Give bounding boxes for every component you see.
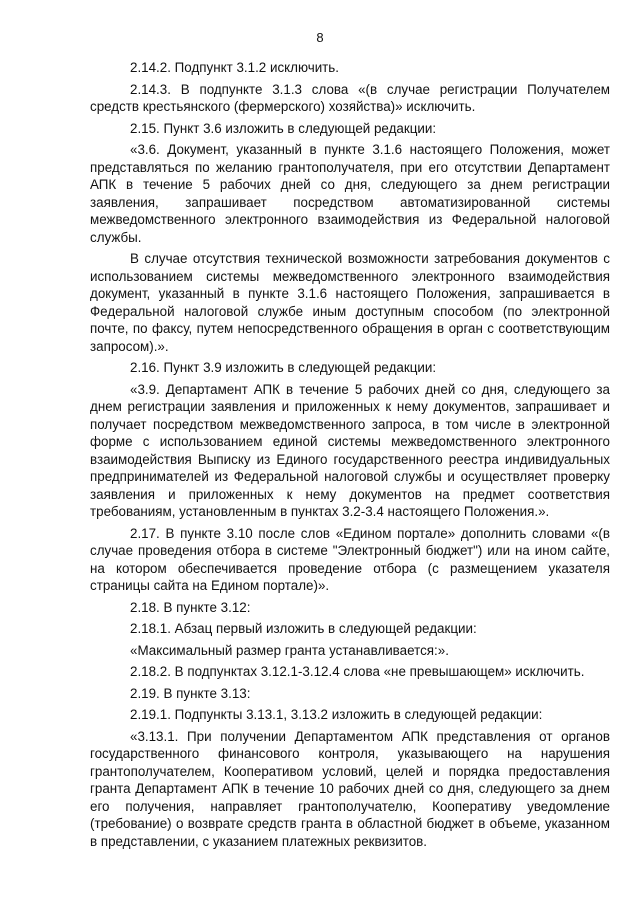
paragraph-max-grant-quote: «Максимальный размер гранта устанавливается:». [130,642,449,658]
page-number: 8 [316,30,324,45]
paragraph-2-16: 2.16. Пункт 3.9 изложить в следующей редакции: [130,360,437,375]
paragraph-2-18-1: 2.18.1. Абзац первый изложить в следующей редакции: [130,621,477,636]
paragraph-2-18: 2.18. В пункте 3.12: [130,599,251,615]
paragraph-2-14-2: 2.14.2. Подпункт 3.1.2 исключить. [130,60,339,75]
paragraph-3-13-1-quote: «3.13.1. При получении Департаментом АПК представления от органов государственного финансового контроля, указывающего на нарушения грантополучателем, Кооперативом условий, целей и порядка предоставления гранта Департамент АПК в течение 10 рабочих дней со дня, следующего за днем его получения, направляет грантополучателю, Кооперативу уведомление (требование) о возврате средств гранта в областной бюджет в объеме, указанном в представлении, с указанием платежных реквизитов. [90,728,610,849]
paragraph-3-6-continuation: В случае отсутствия технической возможности затребования документов с использованием системы межведомственного электронного взаимодействия документ, указанный в пункте 3.1.6 настоящего Положения, запрашивается в Федеральной налоговой службе иным доступным способом (по электронной почте, по факсу, путем непосредственного обращения в орган с соответствующим запросом).». [90,251,610,354]
paragraph-2-15: 2.15. Пункт 3.6 изложить в следующей редакции: [130,120,437,136]
paragraph-2-14-3: 2.14.3. В подпункте 3.1.3 слова «(в случае регистрации Получателем средств крестьянского (фермерского) хозяйства)» исключить. [90,81,610,114]
paragraph-3-6-quote: «3.6. Документ, указанный в пункте 3.1.6 настоящего Положения, может представляться по желанию грантополучателя, при его отсутствии Департамент АПК в течение 5 рабочих дней со дня, следующего за днем регистрации заявления, запрашивает посредством автоматизированной системы межведомственного электронного взаимодействия из Федеральной налоговой службы. [90,142,610,245]
paragraph-2-19-1: 2.19.1. Подпункты 3.13.1, 3.13.2 изложить в следующей редакции: [130,707,543,722]
paragraph-2-18-2: 2.18.2. В подпунктах 3.12.1-3.12.4 слова «не превышающем» исключить. [130,664,585,679]
paragraph-2-17: 2.17. В пункте 3.10 после слов «Едином портале» дополнить словами «(в случае проведения отбора в системе "Электронный бюджет") или на ином сайте, на котором обеспечивается проведение отбора (с размещением указателя страницы сайта на Едином портале)». [90,525,610,593]
paragraph-3-9-quote: «3.9. Департамент АПК в течение 5 рабочих дней со дня, следующего за днем регистрации заявления и приложенных к нему документов, запрашивает и получает посредством межведомственного запроса, в том числе в электронной форме с использованием единой системы межведомственного электронного взаимодействия Выписку из Единого государственного реестра индивидуальных предпринимателей из Федеральной налоговой службы и осуществляет проверку заявления и приложенных к нему документов на предмет соответствия требованиям, установленным в пунктах 3.2-3.4 настоящего Положения.». [90,381,610,519]
document-body [90,59,610,854]
paragraph-2-19: 2.19. В пункте 3.13: [130,685,251,701]
